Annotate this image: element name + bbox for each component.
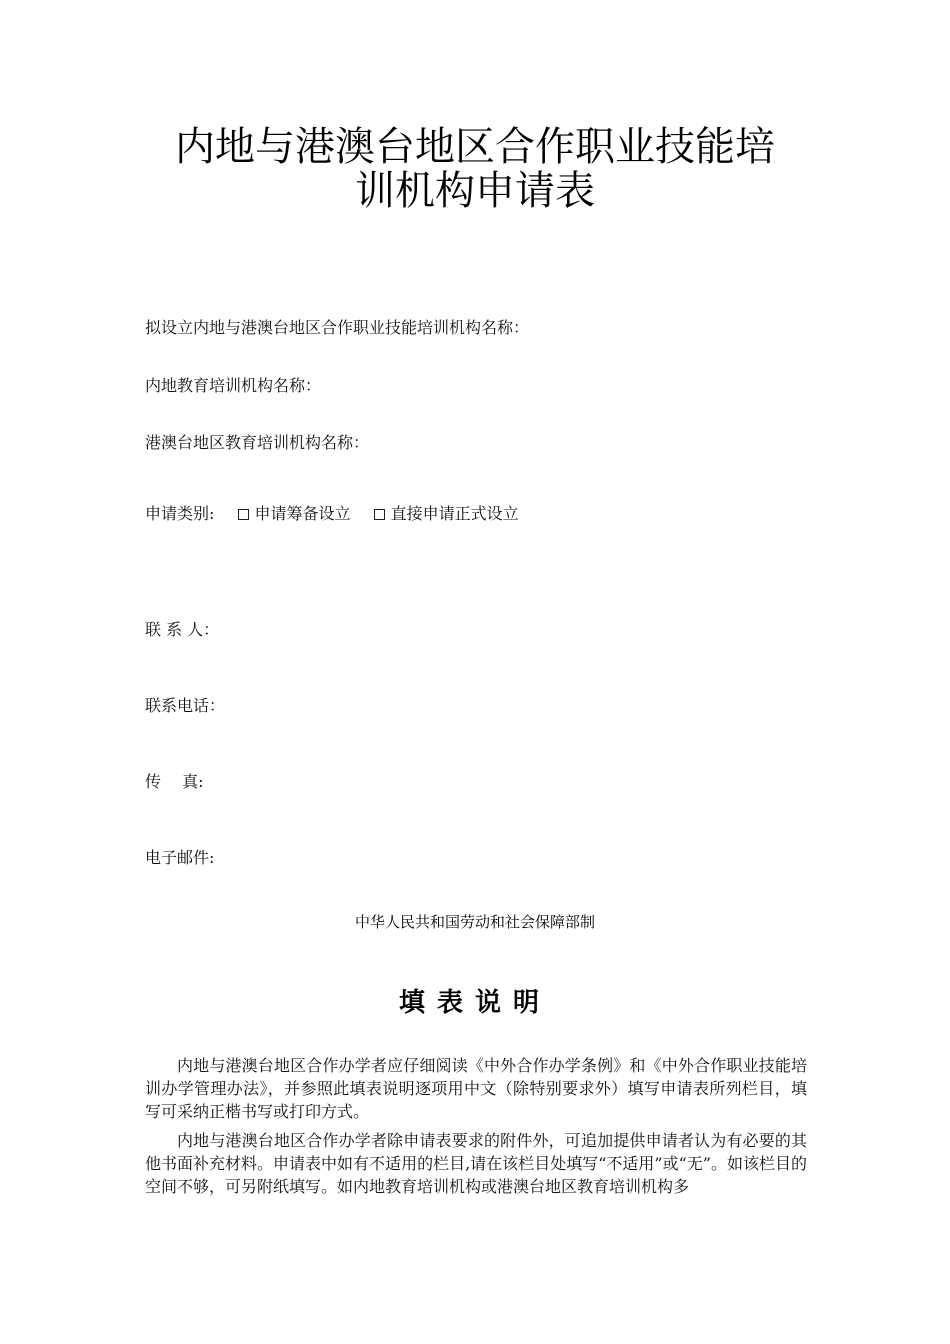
checkbox-icon[interactable] — [374, 509, 385, 520]
option-preparatory-label: 申请筹备设立 — [254, 504, 351, 523]
option-preparatory[interactable] — [238, 504, 356, 523]
hk-macao-tw-institution-name-label: 港澳台地区教育培训机构名称： — [145, 433, 370, 452]
form-title-line-2: 训机构申请表 — [355, 168, 595, 214]
option-formal[interactable] — [374, 504, 519, 523]
instructions-paragraph: 内地与港澳台地区合作办学者应仔细阅读《中外合作办学条例》和《中外合作职业技能培训办学管理办法》，并参照此填表说明逐项用中文（除特别要求外）填写申请表所列栏目，填写可采纳正楷书写或打印方式。 — [145, 1056, 807, 1121]
application-category-label: 申请类别: — [145, 504, 215, 523]
mainland-institution-name-label: 内地教育培训机构名称： — [145, 376, 322, 395]
application-category-row — [145, 504, 519, 524]
fax-label: 传 真: — [145, 772, 204, 791]
form-title-line-1: 内地与港澳台地区合作职业技能培 — [175, 124, 775, 170]
instructions-title: 填表说明 — [398, 988, 551, 1018]
email-label: 电子邮件: — [145, 848, 215, 867]
contact-person-label: 联 系 人： — [145, 620, 220, 639]
checkbox-icon[interactable] — [238, 509, 249, 520]
option-formal-label: 直接申请正式设立 — [390, 504, 519, 523]
proposed-institution-name-label: 拟设立内地与港澳台地区合作职业技能培训机构名称： — [145, 318, 530, 337]
phone-label: 联系电话： — [145, 696, 226, 715]
instructions-paragraph: 内地与港澳台地区合作办学者除申请表要求的附件外，可追加提供申请者认为有必要的其他书面补充材料。申请表中如有不适用的栏目,请在该栏目处填写“不适用”或“无”。如该栏目的空间不够，可另附纸填写。如内地教育培训机构或港澳台地区教育培训机构多 — [145, 1131, 807, 1196]
issuer-line: 中华人民共和国劳动和社会保障部制 — [354, 913, 595, 931]
